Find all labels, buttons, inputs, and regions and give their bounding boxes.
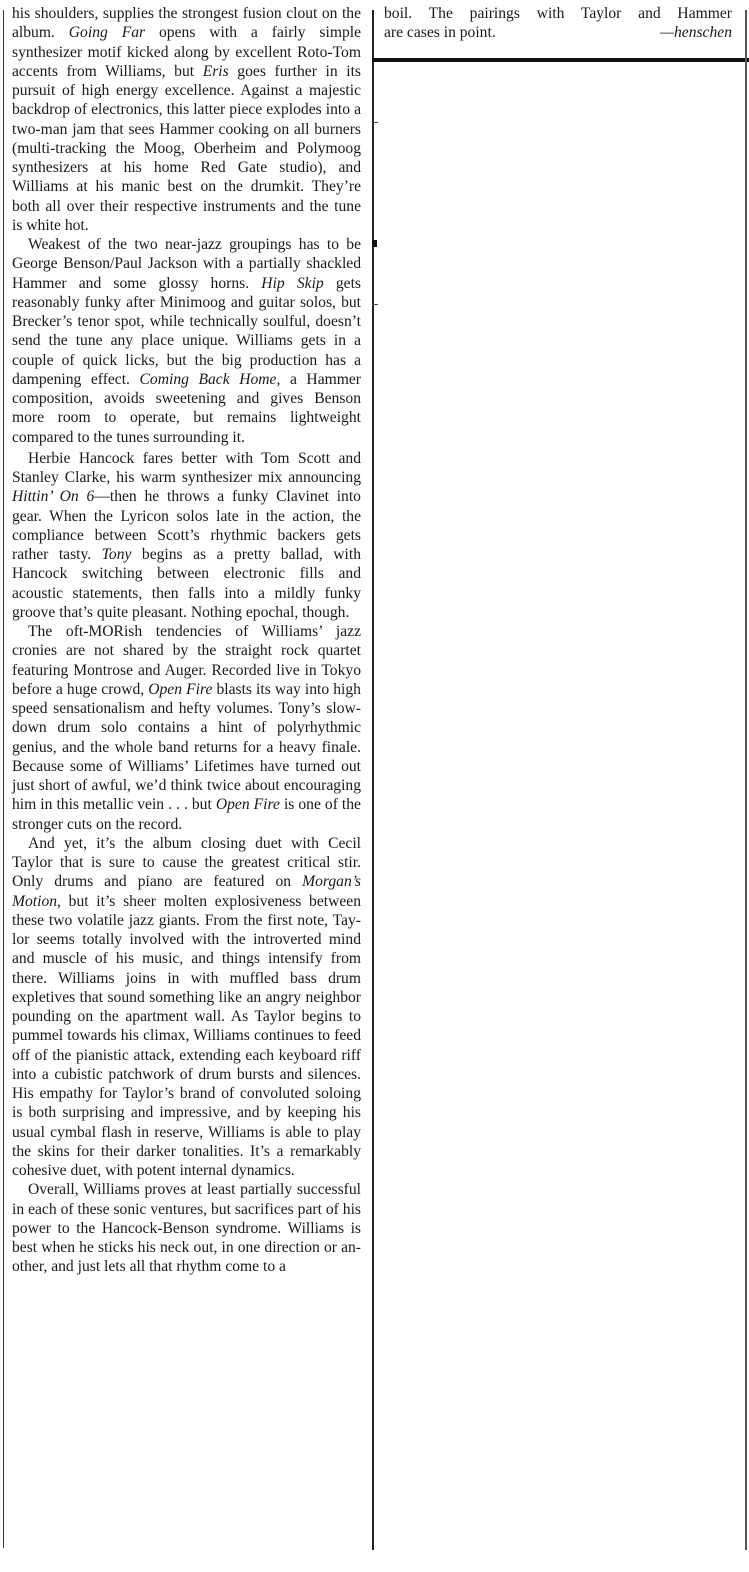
paragraph-text: begins as a pretty ballad, with Hancock switching between electronic fills and acoustic statements, then falls into a mildly funky groove that’s quite pleasant. Nothing epochal, though. <box>12 546 361 621</box>
song-title: Tony <box>101 546 132 563</box>
review-paragraph <box>12 834 361 1181</box>
section-end-rule <box>372 58 749 62</box>
paragraph-text: goes further in its pursuit of high energy excellence. Against a majestic backdrop of electronics, this latter piece explodes into a two-man jam that sees Hammer cooking on all burners (multi-tracking the Moog, Oberheim and Polymoog synthesizers at his home Red Gate studio), and Williams at his manic best on the drumkit. They’re both all over their respective instruments and the tune is white hot. <box>12 62 361 234</box>
divider-tick-mark <box>372 122 378 123</box>
song-title: Eris <box>202 62 229 80</box>
paragraph-text: blasts its way into high speed sensationalism and hefty volumes. Tony’s slowdown drum solo contains a hint of polyrhythmic genius, and the whole band returns for a heavy finale. Because some of Williams’ Lifetimes have turned out just short of awful, we’d think twice about encouraging him in this metallic vein . . . but <box>12 680 361 814</box>
paragraph-text: Herbie Hancock fares better with Tom Scott and Stanley Clarke, his warm synthesizer mix announcing <box>12 449 361 486</box>
paragraph-text: gets reasonably funky after Minimoog and guitar solos, but Brecker’s tenor spot, while technically soulful, doesn’t send the tune any place unique. Williams gets in a couple of quick licks, but the big production has a dampening effect. <box>12 274 361 388</box>
paragraph-text: a Hammer composition, avoids sweetening and gives Benson more room to operate, but remains lightweight compared to the tunes surrounding it. <box>12 370 361 446</box>
review-paragraph <box>12 1180 361 1276</box>
review-right-column <box>384 4 732 43</box>
closing-line-2 <box>384 23 732 42</box>
song-title: Open Fire <box>148 680 213 698</box>
paragraph-text: The oft-MORish tendencies of Williams’ jazz cronies are not shared by the straight rock quartet featuring Montrose and Auger. Recorded live in Tokyo before a huge crowd, <box>12 623 361 698</box>
closing-text: are cases in point. <box>384 24 496 42</box>
review-paragraph <box>12 449 361 622</box>
paragraph-text: —then he throws a funky Clavinet into gear. When the Lyricon solos late in the action, the compliance between Scott’s rhythmic backers gets rather tasty. <box>12 488 361 563</box>
paragraph-text: is one of the stronger cuts on the record. <box>12 796 361 833</box>
song-title: Open Fire <box>215 796 280 814</box>
song-title: Coming Back Home, <box>139 370 281 388</box>
paragraph-text: opens with a fairly simple synthesizer motif kicked along by excellent Roto-Tom accents from Williams, but <box>12 24 362 80</box>
song-title: Going Far <box>68 24 146 42</box>
review-paragraph <box>12 622 361 834</box>
divider-block-mark <box>372 240 377 247</box>
song-title: Morgan’s Motion, <box>12 873 361 910</box>
song-title: Hip Skip <box>261 274 324 292</box>
paragraph-text: his shoulders, supplies the strongest fusion clout on the album. <box>12 5 361 42</box>
divider-tick-mark <box>372 304 378 305</box>
review-paragraph <box>12 235 361 447</box>
paragraph-text: but it’s sheer molten explosiveness between these two volatile jazz giants. From the first note, Taylor seems totally involved with the introverted mind and muscle of his music, and things intensify from there. Williams joins in with muffled bass drum expletives that sound something like an angry neighbor pounding on the apartment wall. As Taylor begins to pummel towards his climax, Williams continues to feed off of the pianistic attack, extending each keyboard riff into a cubistic patchwork of drum bursts and silences. His empathy for Taylor’s brand of convoluted soloing is both surprising and impressive, and by keeping his usual cymbal flash in reserve, Williams is able to play the skins for their darker tonalities. It’s a remarkably cohesive duet, with potent internal dynamics. <box>12 892 361 1179</box>
review-left-column <box>12 4 361 1277</box>
closing-line-1: boil. The pairings with Taylor and Hammer <box>384 5 732 22</box>
left-page-border <box>3 10 4 1548</box>
right-page-border <box>745 10 747 1550</box>
review-paragraph <box>12 4 361 235</box>
paragraph-text: Weakest of the two near-jazz groupings has to be George Benson/Paul Jackson with a partially shackled Hammer and some glossy horns. <box>12 236 361 292</box>
song-title: Hittin’ On 6 <box>12 488 95 506</box>
paragraph-text: And yet, it’s the album closing duet with Cecil Taylor that is sure to cause the greatest critical stir. Only drums and piano are featured on <box>12 834 361 891</box>
reviewer-signature: —henschen <box>660 24 732 42</box>
paragraph-text: Overall, Williams proves at least partially successful in each of these sonic ventures, but sacrifices part of his power to the Hancock-Benson syndrome. Williams is best when he sticks his neck out, in one direction or another, and just lets all that rhythm come to a <box>12 1181 361 1276</box>
